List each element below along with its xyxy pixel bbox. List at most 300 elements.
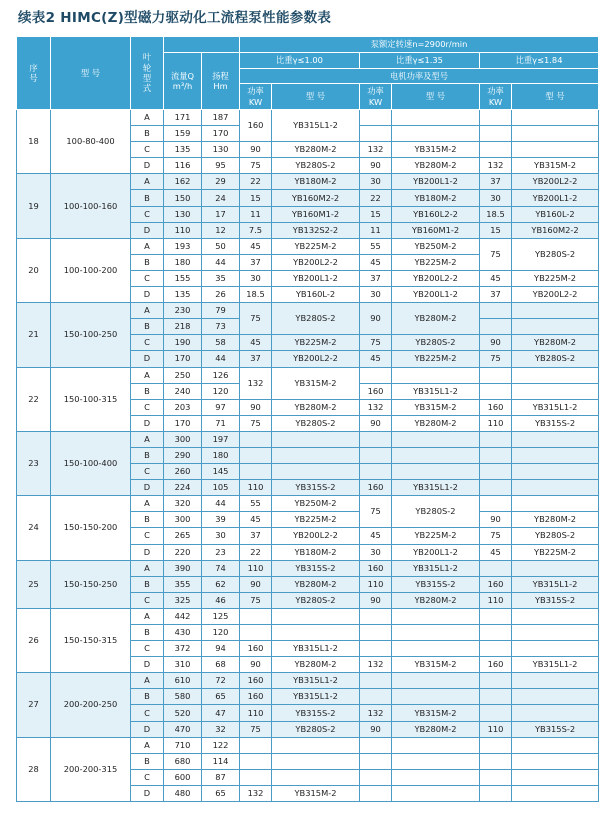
cell-flow: 190 [164,335,202,351]
cell-motor-type-1: YB200L1-2 [272,270,360,286]
cell-power-2: 110 [360,576,392,592]
cell-motor-type-2 [392,753,480,769]
cell-model: 100-80-400 [51,110,131,174]
cell-power-3 [480,319,512,335]
cell-flow: 372 [164,641,202,657]
cell-motor-type-3 [512,110,599,126]
cell-motor-type-3: YB280M-2 [512,512,599,528]
cell-flow: 265 [164,528,202,544]
cell-impeller: C [131,142,164,158]
cell-flow: 159 [164,126,202,142]
cell-flow: 430 [164,625,202,641]
cell-seq: 27 [17,673,51,737]
table-body [17,110,599,802]
cell-motor-type-3 [512,303,599,319]
cell-motor-type-2: YB180M-2 [392,190,480,206]
cell-power-3 [480,142,512,158]
cell-motor-type-1 [272,447,360,463]
cell-power-1: 75 [240,592,272,608]
cell-power-3 [480,673,512,689]
cell-motor-type-2: YB280S-2 [392,496,480,528]
cell-power-2: 11 [360,222,392,238]
cell-motor-type-1: YB160L-2 [272,287,360,303]
cell-head: 125 [202,608,240,624]
cell-motor-type-1: YB280S-2 [272,592,360,608]
cell-head: 73 [202,319,240,335]
cell-impeller: D [131,785,164,801]
cell-motor-type-3: YB315S-2 [512,415,599,431]
cell-motor-type-3: YB200L1-2 [512,190,599,206]
cell-flow: 162 [164,174,202,190]
cell-impeller: A [131,367,164,383]
pump-parameter-table [16,36,599,802]
cell-impeller: D [131,480,164,496]
cell-power-3: 45 [480,544,512,560]
cell-power-2: 90 [360,158,392,174]
cell-power-3: 90 [480,512,512,528]
cell-flow: 355 [164,576,202,592]
cell-flow: 310 [164,657,202,673]
cell-power-3 [480,689,512,705]
cell-flow: 170 [164,415,202,431]
cell-model: 150-100-250 [51,303,131,367]
cell-power-2: 75 [360,496,392,528]
cell-motor-type-3: YB315M-2 [512,158,599,174]
cell-motor-type-2: YB225M-2 [392,254,480,270]
cell-head: 74 [202,560,240,576]
cell-impeller: D [131,222,164,238]
cell-seq: 28 [17,737,51,801]
cell-power-3: 160 [480,657,512,673]
cell-motor-type-1: YB315S-2 [272,560,360,576]
cell-head: 72 [202,673,240,689]
cell-head: 58 [202,335,240,351]
cell-model: 200-200-315 [51,737,131,801]
cell-power-3 [480,464,512,480]
cell-flow: 224 [164,480,202,496]
cell-motor-type-2 [392,464,480,480]
cell-power-1 [240,447,272,463]
cell-motor-type-1 [272,737,360,753]
cell-motor-type-3 [512,641,599,657]
cell-motor-type-2: YB315M-2 [392,142,480,158]
cell-head: 62 [202,576,240,592]
cell-motor-type-2 [392,673,480,689]
cell-motor-type-1: YB315L1-2 [272,110,360,142]
cell-power-2: 22 [360,190,392,206]
cell-motor-type-3 [512,625,599,641]
cell-flow: 230 [164,303,202,319]
cell-power-1: 55 [240,496,272,512]
cell-power-1: 110 [240,705,272,721]
header-impeller: 叶轮型式 [131,37,164,110]
cell-power-1: 90 [240,142,272,158]
cell-power-3: 110 [480,592,512,608]
cell-flow: 180 [164,254,202,270]
cell-power-3 [480,608,512,624]
cell-impeller: B [131,512,164,528]
cell-flow: 110 [164,222,202,238]
cell-motor-type-2: YB315L1-2 [392,480,480,496]
cell-motor-type-1: YB132S2-2 [272,222,360,238]
cell-power-2 [360,431,392,447]
cell-head: 47 [202,705,240,721]
header-gravity-1: 比重γ≤1.00 [240,53,360,69]
cell-power-2: 160 [360,560,392,576]
cell-impeller: A [131,303,164,319]
cell-power-2: 90 [360,303,392,335]
header-gravity-3: 比重γ≤1.84 [480,53,599,69]
header-model: 型 号 [51,37,131,110]
cell-motor-type-3 [512,769,599,785]
cell-motor-type-1: YB280S-2 [272,415,360,431]
cell-power-2 [360,753,392,769]
cell-head: 29 [202,174,240,190]
cell-power-3 [480,753,512,769]
cell-seq: 19 [17,174,51,238]
cell-head: 65 [202,689,240,705]
cell-motor-type-1: YB280M-2 [272,576,360,592]
table-row [17,431,599,447]
cell-power-2: 132 [360,142,392,158]
cell-motor-type-3 [512,785,599,801]
cell-power-3 [480,110,512,126]
cell-power-3 [480,496,512,512]
header-power-1: 功率 KW [240,84,272,110]
cell-model: 150-150-200 [51,496,131,560]
cell-power-3 [480,560,512,576]
cell-motor-type-3: YB225M-2 [512,544,599,560]
cell-impeller: B [131,126,164,142]
cell-motor-type-2 [392,769,480,785]
cell-head: 23 [202,544,240,560]
cell-motor-type-1: YB315M-2 [272,367,360,399]
cell-power-3: 90 [480,335,512,351]
cell-motor-type-1: YB200L2-2 [272,528,360,544]
cell-power-1: 75 [240,303,272,335]
cell-head: 197 [202,431,240,447]
cell-power-3: 110 [480,415,512,431]
cell-power-1: 75 [240,721,272,737]
cell-flow: 171 [164,110,202,126]
cell-power-2 [360,769,392,785]
cell-motor-type-3 [512,367,599,383]
cell-motor-type-3: YB280M-2 [512,335,599,351]
cell-motor-type-2 [392,110,480,126]
cell-head: 44 [202,351,240,367]
cell-impeller: C [131,335,164,351]
cell-motor-type-2 [392,625,480,641]
cell-power-2: 45 [360,351,392,367]
cell-motor-type-3: YB315L1-2 [512,576,599,592]
cell-head: 97 [202,399,240,415]
cell-head: 122 [202,737,240,753]
cell-flow: 290 [164,447,202,463]
cell-power-1: 22 [240,544,272,560]
cell-head: 120 [202,625,240,641]
cell-impeller: C [131,705,164,721]
cell-impeller: B [131,383,164,399]
cell-head: 87 [202,769,240,785]
cell-impeller: C [131,399,164,415]
cell-power-1 [240,753,272,769]
cell-head: 44 [202,496,240,512]
cell-flow: 203 [164,399,202,415]
cell-power-1: 90 [240,576,272,592]
cell-power-3 [480,705,512,721]
cell-motor-type-2 [392,737,480,753]
cell-impeller: C [131,270,164,286]
cell-power-2 [360,785,392,801]
cell-flow: 470 [164,721,202,737]
cell-head: 24 [202,190,240,206]
cell-motor-type-2: YB200L1-2 [392,287,480,303]
cell-power-3 [480,367,512,383]
header-power-2: 功率 KW [360,84,392,110]
cell-impeller: B [131,254,164,270]
table-row [17,238,599,254]
cell-head: 39 [202,512,240,528]
cell-motor-type-3 [512,496,599,512]
cell-flow: 520 [164,705,202,721]
cell-power-3: 30 [480,190,512,206]
cell-head: 32 [202,721,240,737]
cell-motor-type-3 [512,126,599,142]
cell-motor-type-1 [272,625,360,641]
cell-impeller: D [131,158,164,174]
cell-power-1 [240,608,272,624]
cell-motor-type-2: YB250M-2 [392,238,480,254]
cell-flow: 325 [164,592,202,608]
cell-motor-type-2 [392,431,480,447]
cell-head: 68 [202,657,240,673]
cell-flow: 442 [164,608,202,624]
cell-power-2: 90 [360,592,392,608]
cell-seq: 26 [17,608,51,672]
cell-motor-type-2: YB280M-2 [392,721,480,737]
cell-power-1 [240,769,272,785]
cell-head: 71 [202,415,240,431]
cell-motor-type-2 [392,367,480,383]
cell-motor-type-2: YB160L2-2 [392,206,480,222]
cell-motor-type-3: YB315S-2 [512,592,599,608]
cell-head: 30 [202,528,240,544]
cell-motor-type-2: YB280M-2 [392,592,480,608]
cell-motor-type-1: YB315L1-2 [272,673,360,689]
cell-power-2 [360,673,392,689]
cell-seq: 18 [17,110,51,174]
cell-power-3: 75 [480,528,512,544]
cell-motor-type-2 [392,126,480,142]
cell-motor-type-2: YB200L1-2 [392,174,480,190]
cell-impeller: B [131,447,164,463]
cell-power-2 [360,447,392,463]
cell-power-1: 37 [240,254,272,270]
cell-flow: 250 [164,367,202,383]
cell-power-3 [480,126,512,142]
cell-impeller: D [131,351,164,367]
cell-power-3: 18.5 [480,206,512,222]
cell-power-3 [480,480,512,496]
cell-motor-type-2 [392,689,480,705]
cell-impeller: C [131,464,164,480]
header-motor-type-2: 型 号 [392,84,480,110]
cell-impeller: D [131,657,164,673]
cell-motor-type-1 [272,431,360,447]
cell-flow: 260 [164,464,202,480]
table-row [17,367,599,383]
cell-motor-type-2: YB315M-2 [392,657,480,673]
cell-impeller: A [131,673,164,689]
table-row [17,110,599,126]
cell-impeller: C [131,528,164,544]
cell-power-1: 160 [240,110,272,142]
cell-impeller: D [131,415,164,431]
cell-model: 150-150-250 [51,560,131,608]
cell-motor-type-1: YB280S-2 [272,303,360,335]
cell-flow: 240 [164,383,202,399]
cell-motor-type-3 [512,383,599,399]
cell-model: 100-100-160 [51,174,131,238]
cell-impeller: A [131,496,164,512]
cell-power-1: 132 [240,367,272,399]
cell-flow: 390 [164,560,202,576]
cell-motor-type-2: YB280M-2 [392,158,480,174]
cell-power-1: 37 [240,528,272,544]
cell-flow: 170 [164,351,202,367]
cell-head: 46 [202,592,240,608]
cell-head: 17 [202,206,240,222]
cell-motor-type-3 [512,431,599,447]
cell-power-2 [360,625,392,641]
cell-motor-type-3 [512,142,599,158]
cell-power-1: 18.5 [240,287,272,303]
cell-power-1: 45 [240,512,272,528]
cell-motor-type-2 [392,785,480,801]
cell-head: 12 [202,222,240,238]
cell-motor-type-3: YB160L-2 [512,206,599,222]
table-row [17,608,599,624]
cell-power-2: 75 [360,335,392,351]
cell-power-2: 45 [360,528,392,544]
cell-power-2: 15 [360,206,392,222]
cell-impeller: C [131,592,164,608]
cell-power-1: 30 [240,270,272,286]
cell-head: 44 [202,254,240,270]
cell-power-2: 90 [360,721,392,737]
cell-motor-type-3 [512,689,599,705]
cell-power-1: 15 [240,190,272,206]
cell-power-3: 75 [480,238,512,270]
cell-motor-type-3 [512,464,599,480]
cell-power-2 [360,464,392,480]
cell-power-3 [480,625,512,641]
cell-impeller: A [131,110,164,126]
cell-motor-type-1: YB180M-2 [272,544,360,560]
cell-power-3: 75 [480,351,512,367]
cell-flow: 135 [164,287,202,303]
header-motor-type-1: 型 号 [272,84,360,110]
cell-motor-type-1: YB160M1-2 [272,206,360,222]
cell-impeller: A [131,431,164,447]
cell-model: 150-100-315 [51,367,131,431]
cell-power-1: 90 [240,657,272,673]
cell-flow: 135 [164,142,202,158]
cell-power-1 [240,464,272,480]
cell-motor-type-1: YB315L1-2 [272,641,360,657]
header-speed: 泵额定转速n=2900r/min [240,37,599,53]
cell-power-3: 45 [480,270,512,286]
cell-power-1: 37 [240,351,272,367]
cell-impeller: C [131,206,164,222]
cell-model: 100-100-200 [51,238,131,302]
cell-flow: 680 [164,753,202,769]
cell-flow: 155 [164,270,202,286]
cell-power-3: 15 [480,222,512,238]
cell-power-1: 160 [240,641,272,657]
cell-flow: 130 [164,206,202,222]
page-title: 续表2 HIMC(Z)型磁力驱动化工流程泵性能参数表 [18,10,332,26]
cell-head: 65 [202,785,240,801]
cell-motor-type-2: YB160M1-2 [392,222,480,238]
cell-motor-type-1: YB280M-2 [272,399,360,415]
cell-impeller: A [131,560,164,576]
cell-seq: 22 [17,367,51,431]
cell-head: 145 [202,464,240,480]
cell-power-3 [480,785,512,801]
cell-power-3: 37 [480,174,512,190]
cell-power-3 [480,383,512,399]
cell-power-2 [360,367,392,383]
cell-motor-type-3: YB315L1-2 [512,399,599,415]
cell-head: 170 [202,126,240,142]
cell-motor-type-2 [392,641,480,657]
cell-impeller: A [131,737,164,753]
cell-seq: 24 [17,496,51,560]
cell-flow: 150 [164,190,202,206]
cell-impeller: D [131,721,164,737]
cell-head: 180 [202,447,240,463]
header-motor: 电机功率及型号 [240,69,599,84]
cell-motor-type-2: YB315L1-2 [392,560,480,576]
cell-power-2: 90 [360,415,392,431]
cell-impeller: A [131,174,164,190]
cell-power-3 [480,303,512,319]
cell-power-2 [360,689,392,705]
cell-impeller: B [131,753,164,769]
cell-motor-type-2: YB280M-2 [392,415,480,431]
cell-power-2: 132 [360,705,392,721]
cell-flow: 300 [164,512,202,528]
table-row [17,560,599,576]
cell-motor-type-1 [272,769,360,785]
table-row [17,174,599,190]
cell-power-3: 132 [480,158,512,174]
cell-model: 200-200-250 [51,673,131,737]
cell-impeller: C [131,769,164,785]
cell-motor-type-2: YB280M-2 [392,303,480,335]
cell-motor-type-3: YB280S-2 [512,528,599,544]
cell-seq: 23 [17,431,51,495]
cell-flow: 116 [164,158,202,174]
cell-flow: 193 [164,238,202,254]
cell-impeller: B [131,190,164,206]
cell-head: 105 [202,480,240,496]
cell-head: 26 [202,287,240,303]
cell-impeller: B [131,689,164,705]
cell-power-2: 37 [360,270,392,286]
cell-power-2 [360,737,392,753]
